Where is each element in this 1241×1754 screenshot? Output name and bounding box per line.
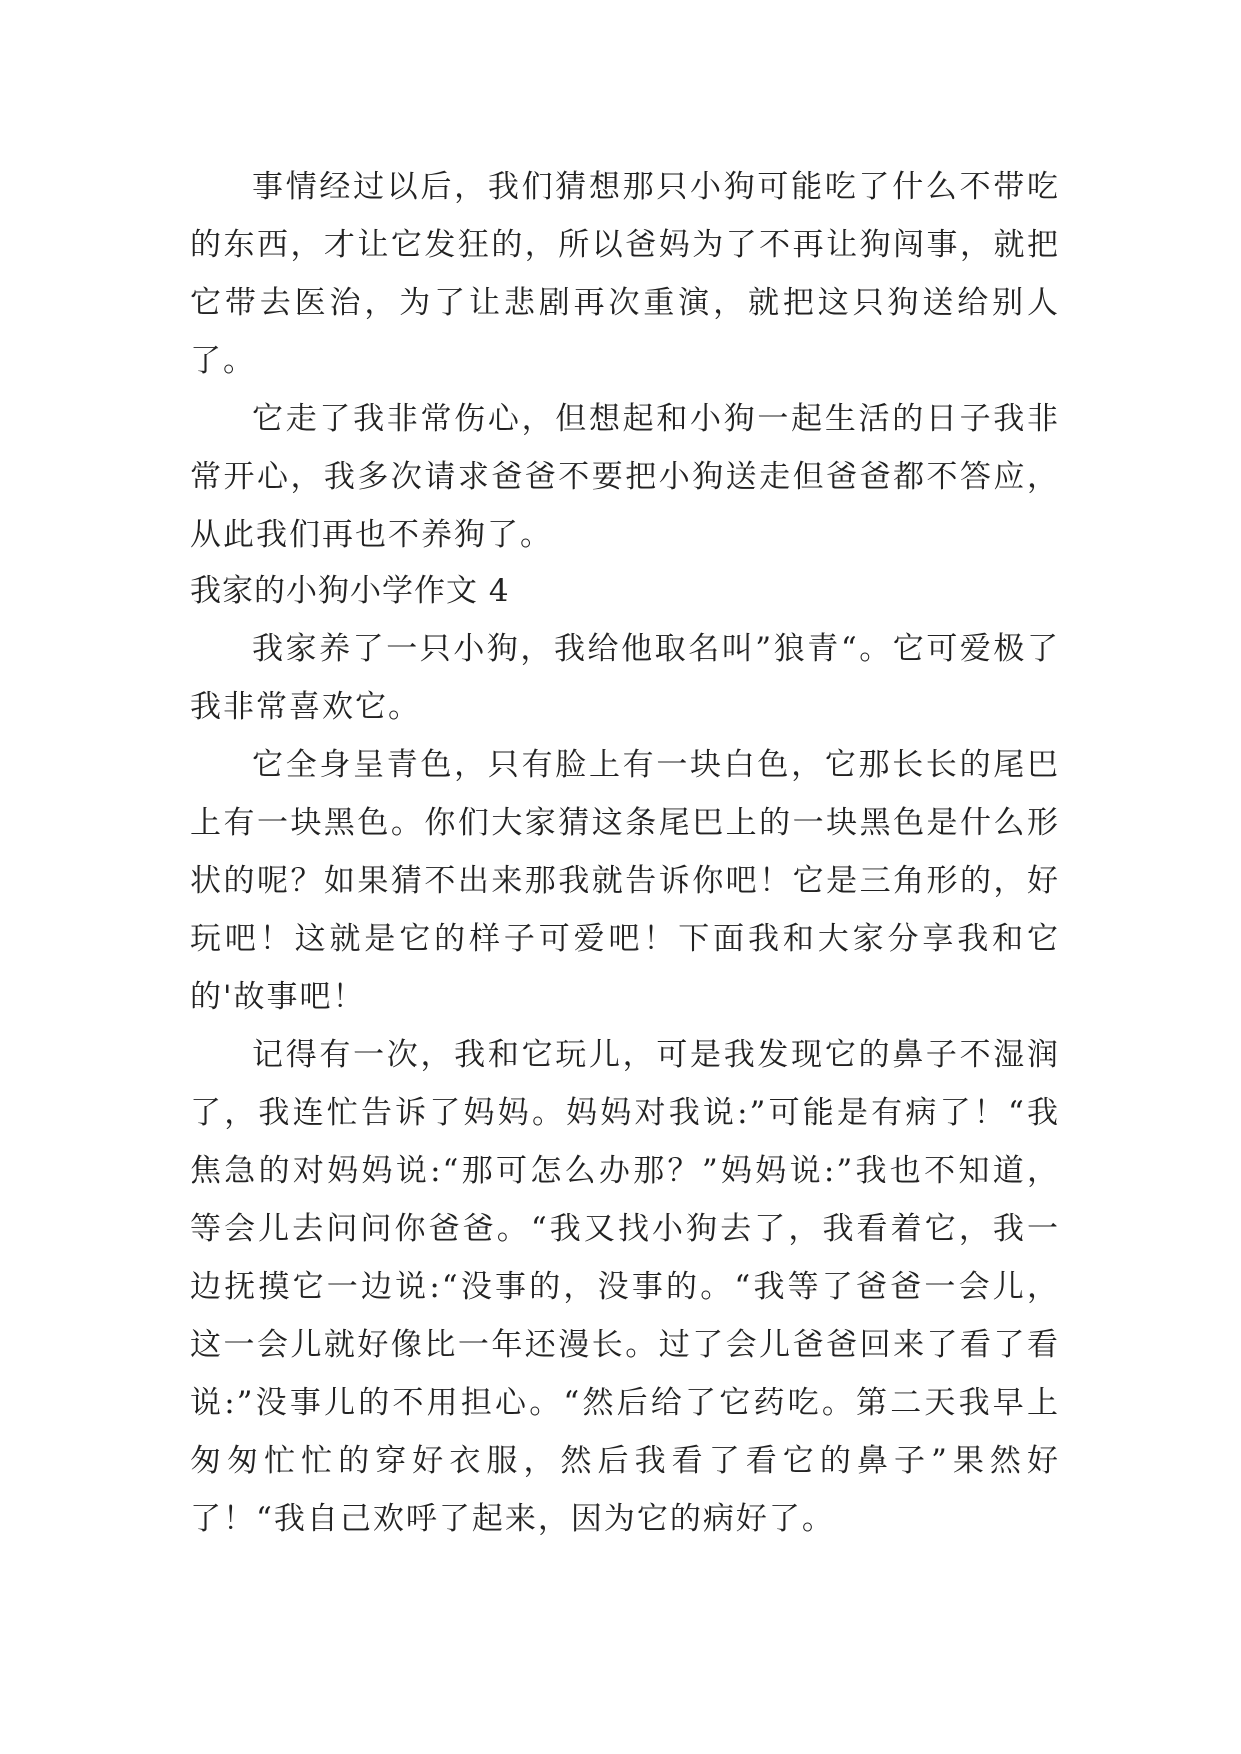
paragraph: 它走了我非常伤心，但想起和小狗一起生活的日子我非常开心，我多次请求爸爸不要把小狗送走但爸爸都不答应，从此我们再也不养狗了。 (190, 401, 1060, 553)
previous-essay-ending (190, 158, 1060, 564)
essay-section-4 (190, 562, 1060, 1548)
paragraph: 事情经过以后，我们猜想那只小狗可能吃了什么不带吃的东西，才让它发狂的，所以爸妈为了不再让狗闯事，就把它带去医治，为了让悲剧再次重演，就把这只狗送给别人了。 (190, 169, 1060, 379)
paragraph: 我家养了一只小狗，我给他取名叫”狼青“。它可爱极了我非常喜欢它。 (190, 631, 1060, 725)
essay-title: 我家的小狗小学作文 4 (190, 573, 510, 609)
paragraph: 它全身呈青色，只有脸上有一块白色，它那长长的尾巴上有一块黑色。你们大家猜这条尾巴上的一块黑色是什么形状的呢？如果猜不出来那我就告诉你吧！它是三角形的，好玩吧！这就是它的样子可爱吧！下面我和大家分享我和它的'故事吧！ (190, 747, 1060, 1015)
paragraph: 记得有一次，我和它玩儿，可是我发现它的鼻子不湿润了，我连忙告诉了妈妈。妈妈对我说:”可能是有病了！“我焦急的对妈妈说:“那可怎么办那？”妈妈说:”我也不知道，等会儿去问问你爸爸。“我又找小狗去了，我看着它，我一边抚摸它一边说:“没事的，没事的。“我等了爸爸一会儿，这一会儿就好像比一年还漫长。过了会儿爸爸回来了看了看说:”没事儿的不用担心。“然后给了它药吃。第二天我早上匆匆忙忙的穿好衣服，然后我看了看它的鼻子”果然好了！“我自己欢呼了起来，因为它的病好了。 (190, 1037, 1060, 1537)
